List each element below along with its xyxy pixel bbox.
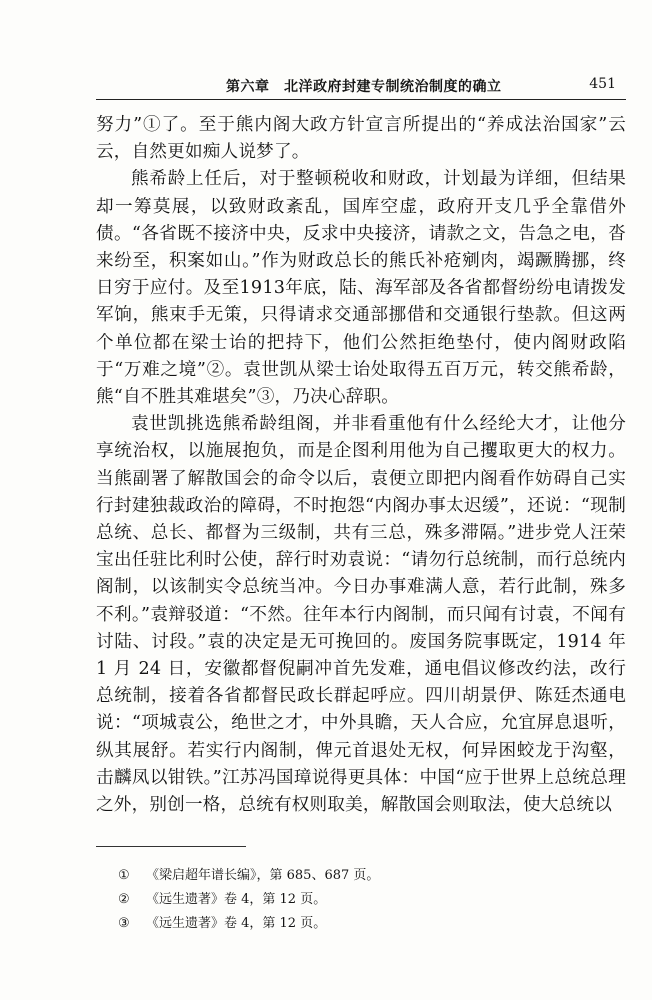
body-text [96,112,626,819]
paragraph-2: 熊希龄上任后，对于整顿税收和财政，计划最为详细，但结果却一筹莫展，以致财政紊乱，国库空虚，政府开支几乎全靠借外债。“各省既不接济中央，反求中央接济，请款之文，告急之电，沓来纷至，积案如山。”作为财政总长的熊氏补疮剜肉，竭蹶腾挪，终日穷于应付。及至1913年底，陆、海军部及各省都督纷纷电请拨发军饷，熊束手无策，只得请求交通部挪借和交通银行垫款。但这两个单位都在梁士诒的把持下，他们公然拒绝垫付，使内阁财政陷于“万难之境”②。袁世凯从梁士诒处取得五百万元，转交熊希龄，熊“自不胜其难堪矣”③，乃决心辞职。 [96,169,626,408]
footnote-mark: ③ [118,916,130,931]
header-rule [96,99,626,100]
footnote-mark: ② [118,892,130,907]
footnote-text: 《远生遗著》卷 4，第 12 页。 [146,892,327,907]
footnote-mark: ① [118,868,130,883]
footnote-rule [96,846,246,847]
footnote-text: 《梁启超年谱长编》，第 685、687 页。 [146,868,380,883]
footnote-text: 《远生遗著》卷 4，第 12 页。 [146,916,327,931]
footnote-3 [118,912,379,936]
paragraph-3: 袁世凯挑选熊希龄组阁，并非看重他有什么经纶大才，让他分享统治权，以施展抱负，而是企图利用他为自己攫取更大的权力。当熊副署了解散国会的命令以后，袁便立即把内阁看作妨碍自己实行封建独裁政治的障碍，不时抱怨“内阁办事太迟缓”，还说：“现制总统、总长、都督为三级制，共有三总，殊多滞隔。”进步党人汪荣宝出任驻比利时公使，辞行时劝袁说：“请勿行总统制，而行总统内阁制，以该制实令总统当冲。今日办事难满人意，若行此制，殊多不利。”袁辩驳道：“不然。往年本行内阁制，而只闻有讨袁，不闻有讨陆、讨段。”袁的决定是无可挽回的。废国务院事既定，1914 年 1 月 24 日，安徽都督倪嗣冲首先发难，通电倡议修改约法，改行总统制，接着各省都督民政长群起呼应。四川胡景伊、陈廷杰通电说：“项城袁公，绝世之才，中外具瞻，天人合应，允宜屏息退听，纵其展舒。若实行内阁制，俾元首退处无权，何异困蛟龙于沟壑，击麟凤以钳铁。”江苏冯国璋说得更具体：中国“应于世界上总统总理之外，别创一格，总统有权则取美，解散国会则取法，使大总统以 [96,414,626,816]
paragraph-1: 努力”①了。至于熊内阁大政方针宣言所提出的“养成法治国家”云云，自然更如痴人说梦了。 [96,115,626,163]
footnotes [118,864,379,936]
running-head [96,74,616,96]
chapter-title: 第六章 北洋政府封建专制统治制度的确立 [226,79,502,95]
footnote-1 [118,864,379,888]
page-number: 451 [589,76,616,92]
footnote-2 [118,888,379,912]
